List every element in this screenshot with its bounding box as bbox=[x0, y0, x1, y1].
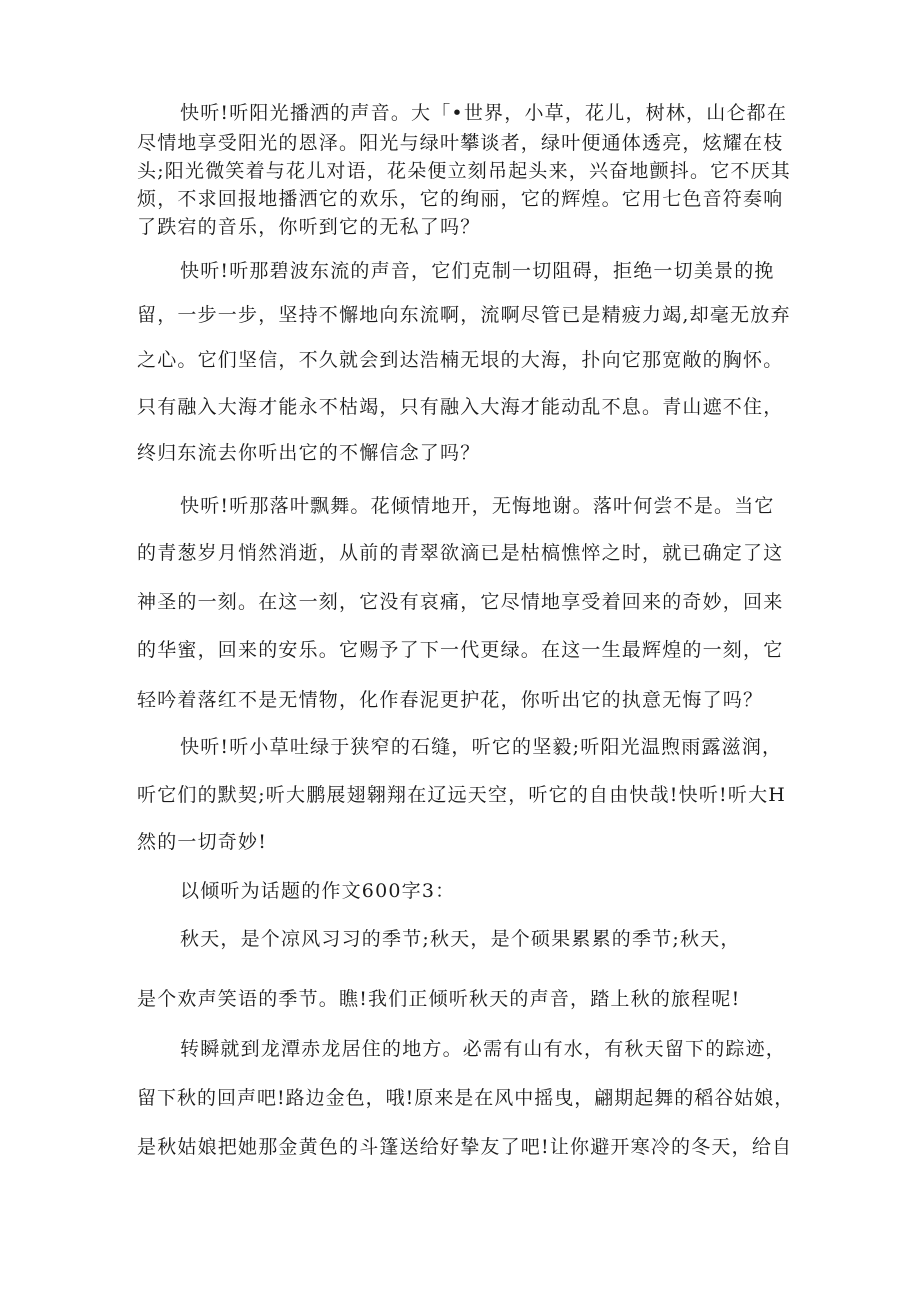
para-2-line-5: 终归东流去你听出它的不懈信念了吗？ bbox=[137, 442, 481, 464]
para-6-line-1: 转瞬就到龙潭赤龙居住的地方。必需有山有水，有秋天留下的踪迹， bbox=[180, 1038, 787, 1060]
para-3-line-5: 轻吟着落红不是无情物，化作春泥更护花，你听出它的执意无悔了吗？ bbox=[137, 689, 764, 711]
para-3-line-4: 的华蜜，回来的安乐。它赐予了下一代更绿。在这一生最辉煌的一刻，它 bbox=[137, 639, 784, 661]
para-1-line-3: 头;阳光微笑着与花儿对语，花朵便立刻吊起头来，兴奋地颤抖。它不厌其 bbox=[137, 160, 792, 182]
para-2-line-1: 快听!听那碧波东流的声音，它们克制一切阻碍，拒绝一切美景的挽 bbox=[180, 260, 775, 282]
para-4-line-1: 快听!听小草吐绿于狭窄的石缝，听它的坚毅;听阳光温煦雨露滋润， bbox=[180, 736, 783, 758]
para-6-line-3: 是秋姑娘把她那金黄色的斗篷送给好挚友了吧!让你避开寒冷的冬天，给自 bbox=[137, 1136, 793, 1158]
para-2-line-2: 留，一步一步，坚持不懈地向东流啊，流啊尽管已是精疲力竭,却毫无放弃 bbox=[137, 304, 791, 326]
para-4-line-2: 听它们的默契;听大鹏展翅翱翔在辽远天空，听它的自由快哉!快听!听大H bbox=[137, 784, 787, 806]
section-heading: 以倾听为话题的作文600字3： bbox=[180, 880, 456, 902]
para-3-line-1: 快听!听那落叶飘舞。花倾情地开，无悔地谢。落叶何尝不是。当它 bbox=[180, 495, 775, 517]
para-5-line-2: 是个欢声笑语的季节。瞧!我们正倾听秋天的声音，踏上秋的旅程呢! bbox=[137, 988, 741, 1010]
para-4-line-3: 然的一切奇妙! bbox=[137, 831, 268, 853]
para-1-line-4: 烦，不求回报地播洒它的欢乐，它的绚丽，它的辉煌。它用七色音符奏响 bbox=[137, 188, 784, 210]
para-1-line-2: 尽情地享受阳光的恩泽。阳光与绿叶攀谈者，绿叶便通体透亮，炫耀在枝 bbox=[137, 132, 784, 154]
para-5-line-1: 秋天，是个凉风习习的季节;秋天，是个硕果累累的季节;秋天， bbox=[180, 928, 741, 950]
para-6-line-2: 留下秋的回声吧!路边金色，哦!原来是在风中摇曳，翩期起舞的稻谷姑娘， bbox=[137, 1087, 795, 1109]
para-2-line-4: 只有融入大海才能永不枯竭，只有融入大海才能动乱不息。青山遮不住， bbox=[137, 396, 784, 418]
para-2-line-3: 之心。它们坚信，不久就会到达浩楠无垠的大海，扑向它那宽敞的胸怀。 bbox=[137, 349, 784, 371]
para-3-line-2: 的青葱岁月悄然消逝，从前的青翠欲滴已是枯槁憔悴之时，就已确定了这 bbox=[137, 542, 784, 564]
para-3-line-3: 神圣的一刻。在这一刻，它没有哀痛，它尽情地享受着回来的奇妙，回来 bbox=[137, 591, 784, 613]
para-1-line-1: 快听!听阳光播洒的声音。大「•世界，小草，花儿，树林，山仑都在 bbox=[180, 102, 788, 124]
para-1-line-5: 了跌宕的音乐，你听到它的无私了吗？ bbox=[137, 216, 481, 238]
